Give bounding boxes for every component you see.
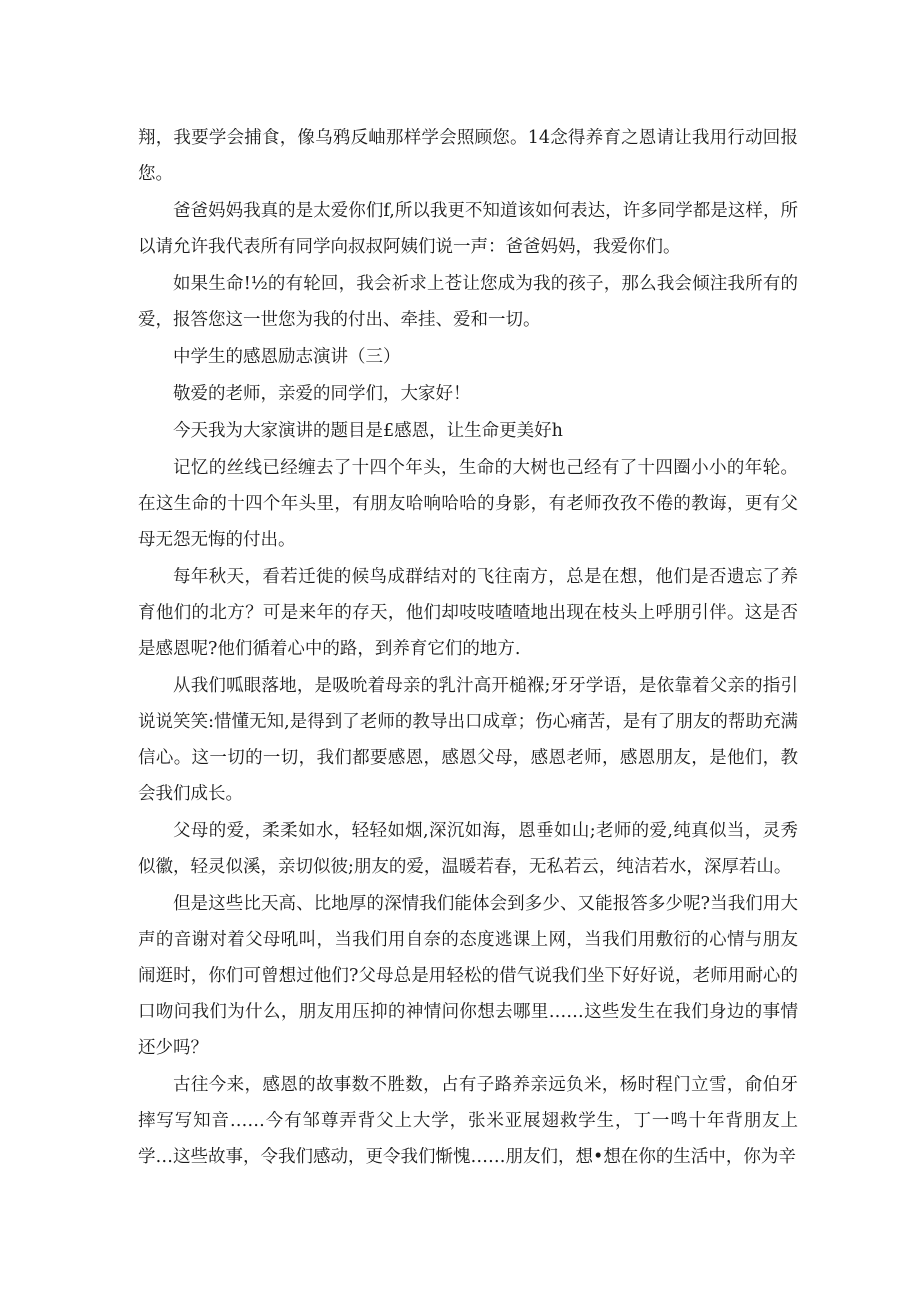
paragraph-12: 古往今来，感恩的故事数不胜数，占有子路养亲远负米，杨时程门立雪，俞伯牙摔写写知音……今有邹尊弄背父上大学，张米亚展翅救学生，丁一鸣十年背朋友上学…这些故事，令我们感动，更令我们惭愧……朋友们，想•想在你的生活中，你为辛	[138, 1075, 798, 1167]
document-body	[138, 120, 798, 1176]
paragraph-7: 记忆的丝线已经缠去了十四个年头，生命的大树也己经有了十四圈小小的年轮。在这生命的十四个年头里，有朋友哈响哈哈的身影，有老师孜孜不倦的教诲，更有父母无怨无悔的付出。	[138, 458, 798, 550]
paragraph-10: 父母的爱，柔柔如水，轻轻如烟,深沉如海，恩垂如山;老师的爱,纯真似当，灵秀似徽，轻灵似溪，亲切似彼;朋友的爱，温暖若春，无私若云，纯洁若水，深厚若山。	[138, 821, 798, 877]
paragraph-3: 如果生命!½的有轮回，我会祈求上苍让您成为我的孩子，那么我会倾注我所有的爱，报答您这一世您为我的付出、牵挂、爱和一切。	[138, 274, 798, 330]
paragraph-2: 爸爸妈妈我真的是太爱你们f,所以我更不知道该如何表达，许多同学都是这样，所以请允许我代表所有同学向叔叔阿姨们说一声：爸爸妈妈，我爱你们。	[138, 201, 798, 257]
speech-title-line: 今天我为大家演讲的题目是£感恩，让生命更美好h	[173, 421, 563, 441]
paragraph-11: 但是这些比天高、比地厚的深情我们能体会到多少、又能报答多少呢?当我们用大声的音谢对着父母吼叫，当我们用自奈的态度逃课上网，当我们用敷衍的心情与朋友闹逛时，你们可曾想过他们?父母总是用轻松的借气说我们坐下好好说，老师用耐心的口吻问我们为什么，朋友用压抑的神情问你想去哪里……这些发生在我们身边的事情还少吗？	[138, 894, 798, 1058]
greeting: 敬爱的老师，亲爱的同学们，大家好！	[173, 384, 471, 404]
section-heading: 中学生的感恩励志演讲（三）	[173, 347, 401, 367]
paragraph-9: 从我们呱眼落地，是吸吮着母亲的乳汁高开槌褓;牙牙学语，是依靠着父亲的指引说说笑笑:惜懂无知,是得到了老师的教导出口成章；伤心痛苦，是有了朋友的帮助充满信心。这一切的一切，我们都要感恩，感恩父母，感恩老师，感恩朋友，是他们，教会我们成长。	[138, 676, 798, 804]
paragraph-1: 翔，我要学会捕食，像乌鸦反岫那样学会照顾您。14念得养育之恩请让我用行动回报您。	[138, 128, 798, 184]
paragraph-8: 每年秋天，看若迁徙的候鸟成群结对的飞往南方，总是在想，他们是否遗忘了养育他们的北方？可是来年的存天，他们却吱吱喳喳地出现在枝头上呼朋引伴。这是否是感恩呢?他们循着心中的路，到养育它们的地方.	[138, 567, 798, 659]
